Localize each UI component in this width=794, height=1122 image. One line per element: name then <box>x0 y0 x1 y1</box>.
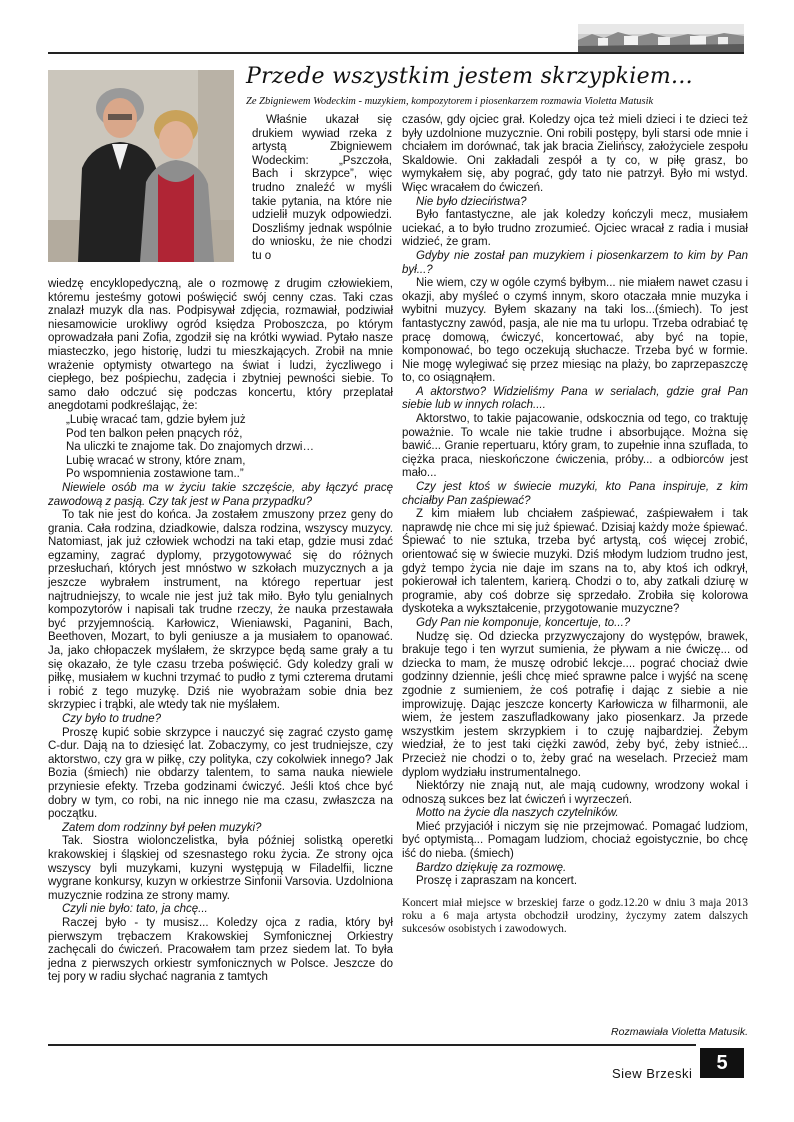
question: Czy było to trudne? <box>62 713 162 725</box>
poem-line: Po wspomnienia zostawione tam..” <box>66 468 244 481</box>
paragraph: wiedzę encyklopedyczną, ale o rozmowę z drugim człowiekiem, któremu jesteśmy gotowi poświęcić swój cenny czas. Taki czas znalazł muzyk dla nas. Podpisywał zdjęcia, rozmawiał, podziwiał niesamowicie urokliwy ogród księdza Proboszcza, po którym oprowadzała pani Zofia, zgodził się na krótki wywiad. Pytało nasze miasteczko, jego historię, ludzi tu mieszkających. Zrobił na mnie wrażenie optymisty otwartego na świat i ludzi, życzliwego i ciepłego, bez pośpiechu, zadęcia i zbytniej pewności siebie. To samo dało odczuć się podczas koncertu, który przeplatał anegdotami podkreślając, że: <box>48 278 393 413</box>
column-left <box>48 278 393 985</box>
poem-line: Na uliczki te znajome tak. Do znajomych drzwi… <box>66 441 314 454</box>
column-right-dialog <box>402 114 748 889</box>
poem-line: Lubię wracać w strony, które znam, <box>66 454 246 467</box>
poem-line: „Lubię wracać tam, gdzie byłem już <box>66 413 246 426</box>
answer: Raczej było - ty musisz... Koledzy ojca z radia, który był pierwszym trębaczem Krakowskiej Symfonicznej Orkiestry zachęcali do ćwiczeń. Pracowałem tam przez siedem lat. To była jedna z pierwszych orkiestr symfonicznych w Polsce. Jeszcze do tej pory w radiu słychać nagrania z tamtych <box>48 916 393 984</box>
question: Czyli nie było: tato, ja chcę... <box>62 903 208 916</box>
answer: Było fantastyczne, ale jak koledzy kończyli mecz, musiałem uciekać, a to było trudno zrozumieć. Ojciec wracał z radia i musiał widzieć, że gram. <box>402 209 748 249</box>
answer: Z kim miałem lub chciałem zaśpiewać, zaśpiewałem i tak naprawdę nie chce mi się już śpiewać. Dzisiaj każdy może śpiewać. Śpiewać to nie sztuka, trzeba być artystą, coś więcej zrobić, orientować się w świecie muzyki. Dziś młodym ludziom trudno jest, gdyż tempo życia nie daje im szans na to, aby ktoś ich odkrył, pokierował ich talentem, karierą. Chodzi o to, aby zatkali dziurę w programie, aby coś dobrze się sprzedało. Zrobiła się kolorowa dyskoteka a wykształcenie, przygotowanie muzyczne? <box>402 508 748 616</box>
question: Czy jest ktoś w świecie muzyki, kto Pana inspiruje, z kim chciałby Pan zaśpiewać? <box>402 481 748 507</box>
column-intro <box>252 114 392 264</box>
column-left-dialog <box>48 482 393 985</box>
top-rule <box>48 52 744 54</box>
header-town-photo <box>578 24 744 52</box>
answer: Proszę i zapraszam na koncert. <box>416 875 578 888</box>
column-right <box>402 114 748 936</box>
question: Zatem dom rodzinny był pełen muzyki? <box>62 821 262 834</box>
answer: Aktorstwo, to takie pajacowanie, odskocznia od tego, co traktuję poważnie. To wcale nie takie trudne i absorbujące. Można się bawić... Granie repertuaru, który gram, to zupełnie inna szuflada, to ciężka praca, nieskończone ćwiczenia, próby... a odbiorców jest mało... <box>402 413 748 480</box>
signature: Rozmawiała Violetta Matusik. <box>611 1026 748 1038</box>
article-title: Przede wszystkim jestem skrzypkiem... <box>246 64 693 89</box>
question: A aktorstwo? Widzieliśmy Pana w serialach, gdzie grał Pan siebie lub w innych rolach.... <box>402 385 748 412</box>
question: Motto na życie dla naszych czytelników. <box>416 807 619 820</box>
answer: Mieć przyjaciół i niczym się nie przejmować. Pomagać ludziom, być optymistą... Pomagam ludziom, chociaż egoistycznie, bo chcę iść do nieba. (śmiech) <box>402 820 748 861</box>
answer: To tak nie jest do końca. Ja zostałem zmuszony przez geny do grania. Cała rodzina, dziadkowie, dalsza rodzina, wszyscy muzycy. Natomiast, jak już człowiek wchodzi na taki etap, gdzie musi zdać egzaminy, zagrać dyplomy, przygotowywać się do różnych przesłuchań, których jest mnóstwo w szkołach muzycznych a ja jeszcze wybrałem instrument, na którego repertuar jest najtrudniejszy, to wcale nie jest już tak miło. Było tylu genialnych kompozytorów i napisali tak trudne rzeczy, że nauka przestawała być przyjemnością. Karłowicz, Wieniawski, Paganini, Bach, Beethoven, Mozart, to byli geniusze a ja musiałem to opanować. Ja, jako chłopaczek myślałem, że skrzypce będą same grały a tu się okazało, że tyle czasu trzeba poświęcić. Gdy koledzy grali w piłkę, musiałem w kuchni trzymać to pudło z tymi czterema drutami i robić z tego muzykę. Dziś nie wyobrażam sobie dnia bez skrzypiec i trąbki, ale wtedy tak nie myślałem. <box>48 509 393 712</box>
answer: Nie wiem, czy w ogóle czymś byłbym... nie miałem nawet czasu i okazji, aby myśleć o czymś innym, skoro otaczała mnie muzyka i wybitni muzycy. Byłem skazany na taki los...(śmiech). To jest fantastyczny zawód, pasja, ale nie ma tu urlopu. Trzeba odrabiać tę pracę domową, ćwiczyć, koncertować, aby być na topie, komponować, bo tego oczekują słuchacze. Trzeba być w formie. Nie mogę wylegiwać się przez miesiąc na plaży, bo zaprzepaszczę to, co osiągnąłem. <box>402 277 748 385</box>
concert-note: Koncert miał miejsce w brzeskiej farze o godz.12.20 w dniu 3 maja 2013 roku a 6 maja artysta obchodził urodziny, życzymy zatem dalszych sukcesów osobistych i zawodowych. <box>402 896 748 935</box>
article-subtitle: Ze Zbigniewem Wodeckim - muzykiem, kompozytorem i piosenkarzem rozmawia Violetta Matusik <box>246 96 654 107</box>
poem-line: Pod ten balkon pełen pnących róż, <box>66 427 243 440</box>
answer: Niektórzy nie znają nut, ale mają cudowny, wrodzony wokal i odnoszą sukces bez lat ćwiczeń i wyrzeczeń. <box>402 780 748 806</box>
answer: Nudzę się. Od dziecka przyzwyczajony do występów, brawek, brakuje tego i ten wyrzut sumienia, że pływam a nie ćwiczę... od dziecka to mam, że muszę odrobić lekcje.... pograć chociaż dwie godzinny dziennie, jeśli chcę mieć sprawne palce i wyjść na scenę zgodnie z sumieniem, że coś potrafię i dając z siebie a nie improwizuję. Dając jeszcze koncerty Karłowicza w filharmonii, ale wiem, że jestem zaszufladkowany jako piosenkarz. Ja przede wszystkim jestem skrzypkiem i to czuję najbardziej. Żebym wiedział, że to jest taki ciężki zawód, żeby być, żeby istnieć... Przecież nie chodzi o to, żeby grać na weselach. Przecież mam dyplom wydziału instrumentalnego. <box>402 630 748 779</box>
portrait-photo <box>48 70 234 262</box>
paragraph: Właśnie ukazał się drukiem wywiad rzeka z artystą Zbigniewem Wodeckim: „Pszczoła, Bach i skrzypce”, więc trudno znaleźć w myśli takie pytania, na które nie udzielił muzyk odpowiedzi. Doszliśmy jednak wspólnie do wniosku, że nie chodzi tu o <box>252 114 392 262</box>
answer: czasów, gdy ojciec grał. Koledzy ojca też mieli dzieci i te dzieci też były uzdolnione muzycznie. Oni robili postępy, byli starsi ode mnie i chciałem im dorównać, tak jak bracia Zielińscy, założyciele zespołu Skaldowie. Oni zakładali zespół a ty co, w piłę grasz, bo wymykałem się, aby pograć, gdy tato nie patrzył. Było mi wstyd. Więc wracałem do ćwiczeń. <box>402 114 748 194</box>
question: Niewiele osób ma w życiu takie szczęście, aby łączyć pracę zawodową z pasją. Czy tak jest w Pana przypadku? <box>48 481 393 508</box>
question: Gdy Pan nie komponuje, koncertuje, to...? <box>416 616 631 629</box>
question: Bardzo dziękuję za rozmowę. <box>416 861 567 874</box>
page-number: 5 <box>700 1048 744 1078</box>
question: Nie było dzieciństwa? <box>416 195 527 208</box>
question: Gdyby nie został pan muzykiem i piosenkarzem to kim by Pan był...? <box>402 249 748 276</box>
answer: Proszę kupić sobie skrzypce i nauczyć się zagrać czysto gamę C-dur. Dają na to dziesięć lat. Zobaczymy, co jest trudniejsze, czy aktorstwo, czy gra w piłkę, czy polityka, czy cokolwiek innego? Jak Bozia (śmiech) nie obdarzy talentem, to sama nauka niewiele przyniesie efekty. Trzeba godzinami ćwiczyć. Jeśli ktoś chce być dobry w tym, co robi, na nic innego nie ma czasu, zwłaszcza na początku. <box>48 726 393 821</box>
magazine-name: Siew Brzeski <box>612 1066 693 1081</box>
bottom-rule <box>48 1044 696 1046</box>
answer: Tak. Siostra wiolonczelistka, była później solistką operetki krakowskiej i śląskiej od szesnastego roku życia. Ze strony ojca wszyscy byli muzykami, kuzyni występują w Filadelfii, liczne wygrane konkursy, kuzyn w orkiestrze Sinfonii Varsovia. Uzdolniona muzycznie rodzina ze strony mamy. <box>48 835 393 902</box>
